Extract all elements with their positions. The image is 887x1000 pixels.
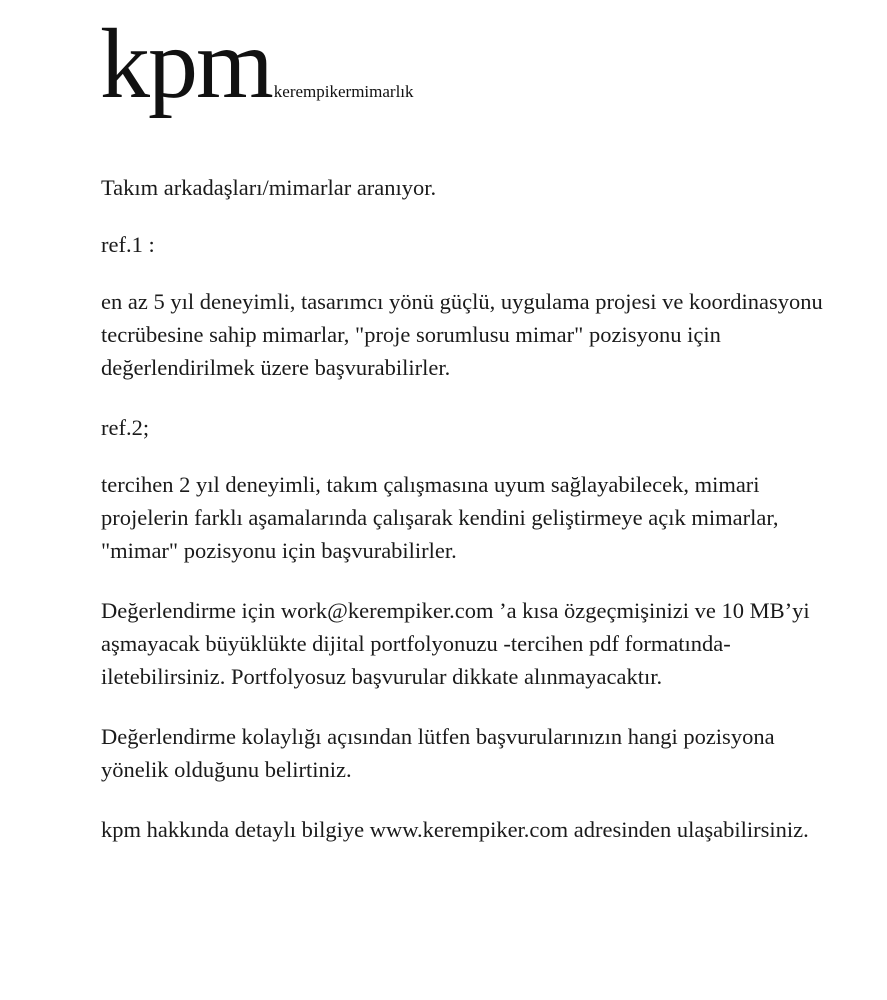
brand-header xyxy=(100,8,414,119)
intro-paragraph: Takım arkadaşları/mimarlar aranıyor. xyxy=(101,175,437,200)
website-note: kpm hakkında detaylı bilgiye www.kerempiker.com adresinden ulaşabilirsiniz. xyxy=(101,817,809,842)
ref2-label: ref.2; xyxy=(101,415,150,440)
ref1-label: ref.1 : xyxy=(101,232,155,257)
position-note: Değerlendirme kolaylığı açısından lütfen başvurularınızın hangi pozisyona yönelik olduğunu belirtiniz. xyxy=(101,724,775,782)
application-instructions: Değerlendirme için work@kerempiker.com ’a kısa özgeçmişinizi ve 10 MB’yi aşmayacak büyüklükte dijital portfolyonuzu -tercihen pdf formatında- iletebilirsiniz. Portfolyosuz başvurular dikkate alınmayacaktır. xyxy=(101,598,810,689)
posting-body xyxy=(101,171,841,873)
ref2-description: tercihen 2 yıl deneyimli, takım çalışmasına uyum sağlayabilecek, mimari projelerin farklı aşamalarında çalışarak kendini geliştirmeye açık mimarlar, "mimar" pozisyonu için başvurabilirler. xyxy=(101,472,779,563)
logo-subtitle: kerempikermimarlık xyxy=(273,82,414,101)
ref1-description: en az 5 yıl deneyimli, tasarımcı yönü güçlü, uygulama projesi ve koordinasyonu tecrübesine sahip mimarlar, "proje sorumlusu mimar" pozisyonu için değerlendirilmek üzere başvurabilirler. xyxy=(101,289,823,380)
logo-wordmark: kpm xyxy=(100,8,272,119)
